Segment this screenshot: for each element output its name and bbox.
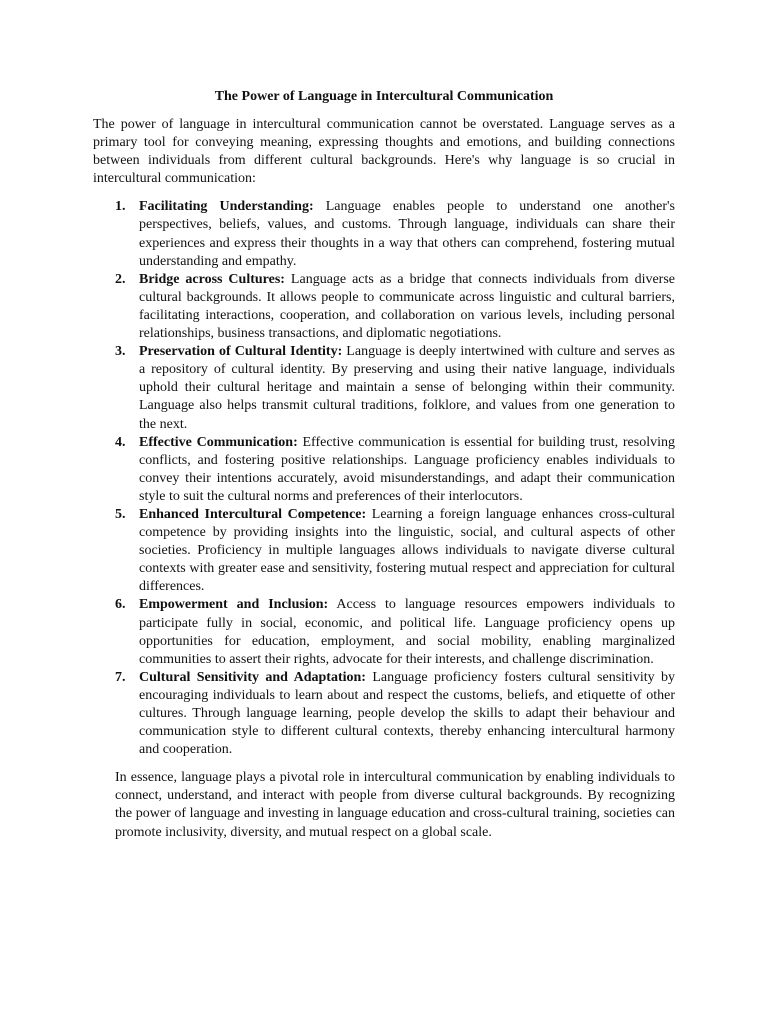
item-text: Effective communication is essential for building trust, resolving conflicts, and fostering positive relationships. Language proficiency enables individuals to convey their intentions accurately, avoid misunderstandings, and adapt their communication style to suit the cultural norms and preferences of their interlocutors.: [139, 434, 676, 504]
list-item: [93, 669, 675, 759]
item-text: Access to language resources empowers individuals to participate fully in social, economic, and political life. Language proficiency opens up opportunities for education, employment, and social mobility, enabling marginalized communities to assert their rights, advocate for their interests, and challenge discrimination.: [139, 597, 675, 667]
list-item: [93, 434, 675, 506]
item-heading: Effective Communication:: [139, 434, 298, 450]
item-text: Learning a foreign language enhances cross-cultural competence by providing insights into the linguistic, social, and cultural aspects of other societies. Proficiency in multiple languages allows individuals to navigate diverse cultural contexts with greater ease and sensitivity, fostering mutual respect and appreciation for cultural differences.: [139, 506, 676, 595]
list-item: [93, 198, 675, 270]
document-title: The Power of Language in Intercultural Communication: [214, 89, 554, 104]
item-number: 7.: [115, 669, 126, 685]
item-number: 5.: [115, 506, 126, 522]
item-heading: Bridge across Cultures:: [139, 271, 285, 287]
document-page: [93, 88, 675, 842]
item-text: Language enables people to understand one another's perspectives, beliefs, values, and customs. Through language, individuals can share their experiences and express their thoughts in a way that others can comprehend, fostering mutual understanding and empathy.: [139, 199, 675, 269]
item-heading: Facilitating Understanding:: [139, 199, 314, 215]
item-heading: Enhanced Intercultural Competence:: [139, 506, 367, 522]
item-number: 4.: [115, 434, 126, 450]
item-text: Language proficiency fosters cultural sensitivity by encouraging individuals to learn about and respect the customs, beliefs, and etiquette of other cultures. Through language learning, people develop the skills to adapt their behaviour and communication style to different cultural contexts, thereby enhancing intercultural harmony and cooperation.: [139, 669, 676, 758]
intro-paragraph: The power of language in intercultural communication cannot be overstated. Language serves as a primary tool for conveying meaning, expressing thoughts and emotions, and building connections between individuals from different cultural backgrounds. Here's why language is so crucial in intercultural communication:: [93, 117, 675, 187]
item-text: Language acts as a bridge that connects individuals from diverse cultural backgrounds. It allows people to communicate across linguistic and cultural barriers, facilitating interactions, cooperation, and collaboration on various levels, including personal relationships, business transactions, and diplomatic negotiations.: [139, 271, 675, 342]
item-number: 2.: [115, 271, 126, 287]
item-heading: Empowerment and Inclusion:: [139, 597, 329, 613]
list-item: [93, 343, 675, 433]
points-list: [93, 198, 675, 759]
item-number: 1.: [115, 199, 126, 215]
item-number: 6.: [115, 597, 126, 613]
conclusion-paragraph: In essence, language plays a pivotal role in intercultural communication by enabling individuals to connect, understand, and interact with people from diverse cultural backgrounds. By recognizing the power of language and investing in language education and cross-cultural training, societies can promote inclusivity, diversity, and mutual respect on a global scale.: [115, 770, 675, 840]
list-item: [93, 506, 675, 596]
list-item: [93, 271, 675, 343]
list-item: [93, 596, 675, 668]
item-heading: Cultural Sensitivity and Adaptation:: [139, 669, 366, 685]
item-text: Language is deeply intertwined with culture and serves as a repository of cultural identity. By preserving and using their native language, individuals uphold their cultural heritage and maintain a sense of belonging within their community. Language also helps transmit cultural traditions, folklore, and values from one generation to the next.: [139, 344, 675, 432]
item-heading: Preservation of Cultural Identity:: [139, 344, 343, 360]
item-number: 3.: [115, 344, 126, 360]
